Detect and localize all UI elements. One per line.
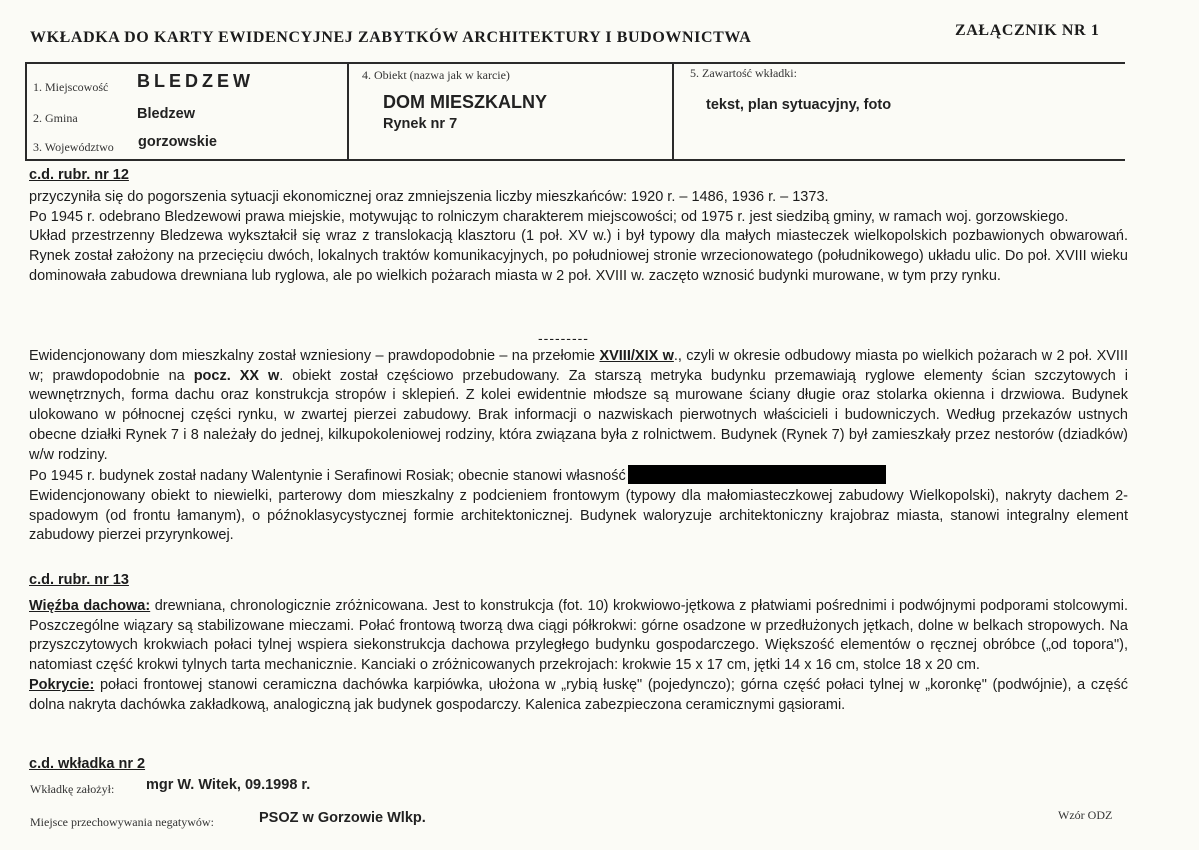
storage-label: Miejsce przechowywania negatywów: <box>30 815 214 829</box>
header-top-line <box>25 62 1125 64</box>
field-commune-label: 2. Gmina <box>33 111 78 125</box>
field-object-address: Rynek nr 7 <box>383 116 458 132</box>
section-13-body <box>29 597 1128 715</box>
paragraph-roofing <box>29 676 1128 715</box>
header-divider-2 <box>672 62 674 161</box>
dating-text-a: Ewidencjonowany dom mieszkalny został wzniesiony – prawdopodobnie – na przełomie <box>29 348 600 364</box>
roofing-text: połaci frontowej stanowi ceramiczna dachówka karpiówka, ułożona w „rybią łuskę" (pojedynczo); górna część połaci tylnej w „koronkę" (podwójnie), a część dolna nakryta dachówka zakładkową, analogiczną jak budynek gospodarczy. Kalenica zabezpieczona ceramicznymi gąsiorami. <box>29 676 1128 713</box>
paragraph-ownership <box>29 465 1128 487</box>
redaction-bar <box>628 465 886 484</box>
roof-structure-label: Więźba dachowa: <box>29 598 151 614</box>
template-label: Wzór ODZ <box>1058 808 1113 822</box>
field-contents-value: tekst, plan sytuacyjny, foto <box>706 97 892 113</box>
paragraph-town-rights: Po 1945 r. odebrano Bledzewowi prawa miejskie, motywując to rolniczym charakterem miejscowości; od 1975 r. jest siedzibą gminy, w ramach woj. gorzowskiego. <box>29 208 1069 225</box>
field-locality-label: 1. Miejscowość <box>33 80 109 94</box>
paragraph-population: przyczyniła się do pogorszenia sytuacji ekonomicznej oraz zmniejszenia liczby mieszkańców: 1920 r. – 1486, 1936 r. – 1373. <box>29 189 829 205</box>
field-object-name: DOM MIESZKALNY <box>383 92 547 112</box>
section-12-body-a <box>29 188 1128 287</box>
dating-text-e: . obiekt został częściowo przebudowany. Za starszą metryka budynku przemawiają ryglowe elementy ścian szczytowych i wewnętrznych, forma dachu oraz konstrukcja stropów i sklepień. Z kolei ewidentnie młodsze są murowane ściany długie oraz stolarka okienna i drzwiowa. Budynek ulokowano w północnej części rynku, w zwartej pierzei zabudowy. Brak informacji o nazwiskach pierwotnych właścicieli i budowniczych. Według przekazów ustnych obecne działki Rynek 7 i 8 należały do jednej, kilkupokoleniowej rodziny, która związana była z rolnictwem. Budynek (Rynek 7) był zamieszkały przez nestorów (dziadków) w/w rodziny. <box>29 367 1128 463</box>
roofing-label: Pokrycie: <box>29 676 95 693</box>
paragraph-roof-structure <box>29 597 1128 676</box>
roof-structure-text: drewniana, chronologicznie zróżnicowana. Jest to konstrukcja (fot. 10) krokwiowo-jętkowa z płatwiami pośrednimi i podwójnymi podporami stolcowymi. Poszczególne wiązary są stabilizowane mieczami. Połać frontową tworzą dwa ciągi półkrokwi: górne osadzone w przedłużonych jętkach, dolne w belkach stropowych. Na przyszczytowych krokwiach połaci tylnej wspiera siekonstrukcja dachowa przyległego budynku gospodarczego. Większość elementów o ręcznej obróbce („od topora"), natomiast część krokwi tylnych tarta mechanicznie. Kanciaki o zróżnicowanych przekrojach: krokwie 15 x 17 cm, jętki 14 x 16 cm, stolce 18 x 20 cm. <box>29 598 1128 674</box>
dating-century: XVIII/XIX w <box>599 348 674 364</box>
header-divider-1 <box>347 62 349 161</box>
section-12-body-b <box>29 347 1128 546</box>
dating-rebuild: pocz. XX w <box>193 367 280 384</box>
storage-value: PSOZ w Gorzowie Wlkp. <box>259 810 426 826</box>
paragraph-description: Ewidencjonowany obiekt to niewielki, parterowy dom mieszkalny z podcieniem frontowym (typowy dla małomiasteczkowej zabudowy Wielkopolski), nakryty dachem 2-spadowym (od frontu łamanym), o późnoklasycystycznej formie architektonicznej. Budynek waloryzuje architektoniczny krajobraz miasta, stanowi integralny element zabudowy pierzei przyrynkowej. <box>29 487 1128 544</box>
appendix-label: ZAŁĄCZNIK NR 1 <box>955 22 1100 39</box>
field-voivodeship-value: gorzowskie <box>138 134 217 150</box>
dating-text-c: ., czyli w okresie odbudowy miasta po wielkich pożarach w 2 poł. XVIII w; prawdopodobnie na <box>29 348 1128 384</box>
field-contents-label: 5. Zawartość wkładki: <box>690 66 797 80</box>
insert-heading: c.d. wkładka nr 2 <box>29 756 146 772</box>
author-value: mgr W. Witek, 09.1998 r. <box>146 777 311 793</box>
section-13-heading: c.d. rubr. nr 13 <box>29 572 129 588</box>
field-voivodeship-label: 3. Województwo <box>33 140 114 154</box>
page-title: WKŁADKA DO KARTY EWIDENCYJNEJ ZABYTKÓW ARCHITEKTURY I BUDOWNICTWA <box>30 29 752 46</box>
ownership-text: Po 1945 r. budynek został nadany Walentynie i Serafinowi Rosiak; obecnie stanowi własność <box>29 468 626 485</box>
author-label: Wkładkę założył: <box>30 782 115 796</box>
field-commune-value: Bledzew <box>137 106 196 122</box>
field-locality-value: BLEDZEW <box>137 71 254 91</box>
paragraph-spatial-layout: Układ przestrzenny Bledzewa wykształcił się wraz z translokacją klasztoru (1 poł. XV w.) i był typowy dla małych miasteczek wielkopolskich pozbawionych obwarowań. Rynek został założony na przecięciu dwóch, lokalnych traktów komunikacyjnych, po południowej stronie wrzecionowatego (południkowego) układu ulic. Do poł. XVIII wieku dominowała zabudowa drewniana lub ryglowa, ale po wielkich pożarach miasta w 2 poł. XVIII w. zaczęto wznosić budynki murowane, w tym przy rynku. <box>29 228 1128 284</box>
field-object-label: 4. Obiekt (nazwa jak w karcie) <box>362 68 510 82</box>
paragraph-dating <box>29 347 1128 465</box>
header-bottom-line <box>25 159 1125 161</box>
header-left-border <box>25 62 27 161</box>
text-divider: --------- <box>538 330 589 346</box>
section-12-heading: c.d. rubr. nr 12 <box>29 167 129 183</box>
